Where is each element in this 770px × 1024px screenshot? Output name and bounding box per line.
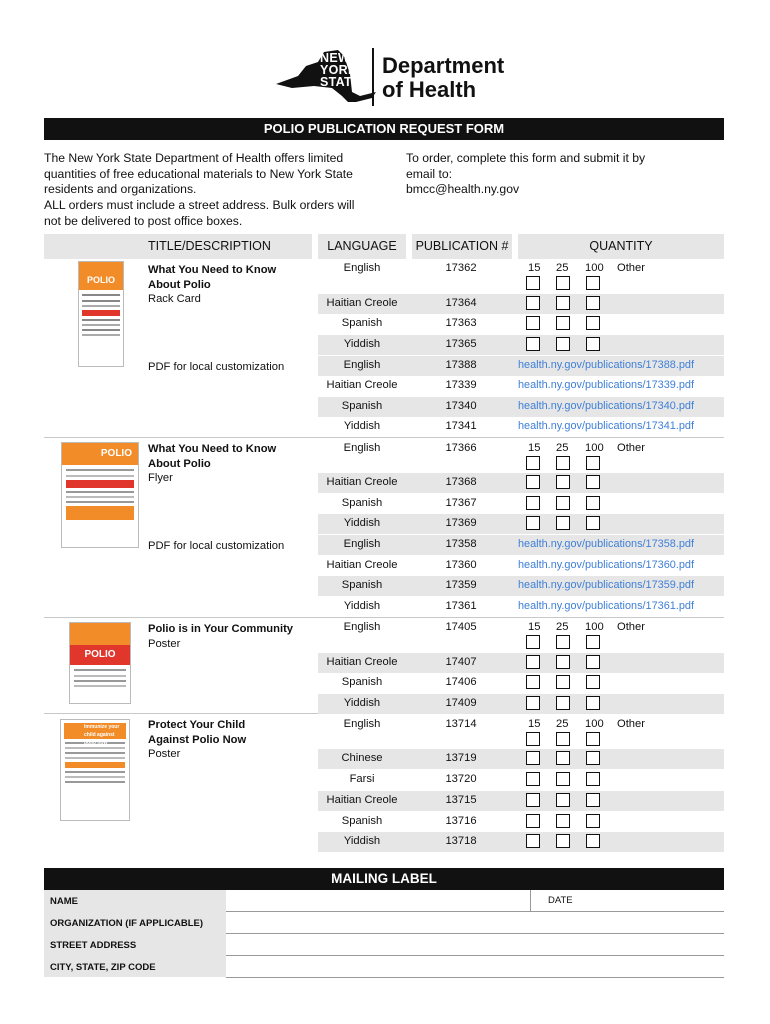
publication-title-text: What You Need to Know About Polio — [148, 443, 277, 470]
pdf-download-link[interactable]: health.ny.gov/publications/17359.pdf — [518, 579, 694, 591]
language-cell: Chinese — [341, 752, 383, 764]
publication-number-cell: 17364 — [445, 297, 477, 309]
language-cell: Haitian Creole — [326, 559, 398, 571]
quantity-checkbox[interactable] — [556, 751, 570, 765]
language-cell: Farsi — [349, 773, 375, 785]
community-poster-thumbnail — [69, 622, 131, 704]
quantity-checkbox[interactable] — [586, 276, 600, 290]
language-cell: Haitian Creole — [326, 794, 398, 806]
language-cell: Yiddish — [343, 697, 381, 709]
quantity-checkbox[interactable] — [586, 337, 600, 351]
quantity-checkbox[interactable] — [586, 834, 600, 848]
quantity-checkbox[interactable] — [556, 296, 570, 310]
mailing-organization-label: ORGANIZATION (IF APPLICABLE) — [50, 918, 204, 929]
publication-title-text: Polio is in Your Community — [148, 623, 294, 635]
language-cell: Yiddish — [343, 338, 381, 350]
publication-number-cell: 17405 — [445, 621, 477, 633]
thumbnail-headline: POLIO — [70, 645, 130, 665]
quantity-label: 100 — [585, 442, 604, 454]
pdf-download-link[interactable]: health.ny.gov/publications/17388.pdf — [518, 359, 694, 371]
order-instruction-line-1: To order, complete this form and submit it by — [406, 151, 646, 165]
mailing-street-field[interactable] — [226, 955, 724, 956]
quantity-label: Other — [617, 262, 645, 274]
order-instruction-line-2: email to: — [406, 166, 453, 181]
quantity-checkbox[interactable] — [556, 655, 570, 669]
mailing-street-label: STREET ADDRESS — [50, 940, 137, 951]
quantity-checkbox[interactable] — [586, 655, 600, 669]
quantity-label: 15 — [528, 621, 541, 633]
publication-number-cell: 17341 — [445, 420, 477, 432]
quantity-checkbox[interactable] — [586, 475, 600, 489]
pdf-download-link[interactable]: health.ny.gov/publications/17358.pdf — [518, 538, 694, 550]
quantity-checkbox[interactable] — [556, 793, 570, 807]
order-instructions — [406, 151, 706, 198]
publication-number-cell: 17368 — [445, 476, 477, 488]
publication-number-cell: 17340 — [445, 400, 477, 412]
quantity-label: 100 — [585, 621, 604, 633]
publication-title — [148, 718, 258, 762]
quantity-checkbox[interactable] — [586, 696, 600, 710]
department-name — [382, 54, 504, 102]
publication-format: Rack Card — [148, 293, 201, 305]
mailing-date-divider — [530, 890, 531, 911]
quantity-label: Other — [617, 621, 645, 633]
quantity-checkbox[interactable] — [556, 456, 570, 470]
quantity-checkbox[interactable] — [586, 635, 600, 649]
quantity-checkbox[interactable] — [586, 751, 600, 765]
nys-doh-logo — [268, 46, 508, 108]
language-cell: Yiddish — [343, 517, 381, 529]
intro-paragraph-2: ALL orders must include a street address. Bulk orders will not be delivered to post office boxes. — [44, 198, 355, 228]
quantity-checkbox[interactable] — [556, 337, 570, 351]
publication-number-cell: 17406 — [445, 676, 477, 688]
language-cell: Spanish — [341, 579, 383, 591]
language-cell: Haitian Creole — [326, 297, 398, 309]
language-cell: English — [343, 359, 381, 371]
quantity-checkbox[interactable] — [586, 732, 600, 746]
section-divider — [44, 437, 724, 438]
logo-word-york: YORK — [320, 63, 358, 77]
quantity-label: 15 — [528, 442, 541, 454]
quantity-label: 25 — [556, 621, 569, 633]
publication-number-cell: 17369 — [445, 517, 477, 529]
quantity-checkbox[interactable] — [556, 475, 570, 489]
quantity-label: 25 — [556, 262, 569, 274]
thumbnail-headline: POLIO — [79, 262, 123, 290]
quantity-label: 25 — [556, 718, 569, 730]
order-email[interactable]: bmcc@health.ny.gov — [406, 182, 520, 196]
language-cell: English — [343, 442, 381, 454]
quantity-checkbox[interactable] — [586, 496, 600, 510]
quantity-checkbox[interactable] — [556, 516, 570, 530]
form-title: POLIO PUBLICATION REQUEST FORM — [44, 118, 724, 140]
quantity-checkbox[interactable] — [526, 475, 540, 489]
pdf-download-link[interactable]: health.ny.gov/publications/17340.pdf — [518, 400, 694, 412]
quantity-checkbox[interactable] — [586, 516, 600, 530]
publication-number-cell: 17409 — [445, 697, 477, 709]
language-cell: English — [343, 621, 381, 633]
quantity-label: 25 — [556, 442, 569, 454]
mailing-label-title: MAILING LABEL — [44, 868, 724, 890]
quantity-checkbox[interactable] — [556, 834, 570, 848]
pdf-download-link[interactable]: health.ny.gov/publications/17339.pdf — [518, 379, 694, 391]
publication-number-cell: 17367 — [445, 497, 477, 509]
quantity-label: 100 — [585, 262, 604, 274]
quantity-checkbox[interactable] — [526, 814, 540, 828]
quantity-checkbox[interactable] — [526, 696, 540, 710]
quantity-checkbox[interactable] — [526, 751, 540, 765]
pdf-download-link[interactable]: health.ny.gov/publications/17360.pdf — [518, 559, 694, 571]
publication-number-cell: 13719 — [445, 752, 477, 764]
quantity-checkbox[interactable] — [586, 793, 600, 807]
quantity-checkbox[interactable] — [526, 635, 540, 649]
publication-number-cell: 17366 — [445, 442, 477, 454]
quantity-checkbox[interactable] — [556, 496, 570, 510]
quantity-label: Other — [617, 718, 645, 730]
quantity-checkbox[interactable] — [526, 296, 540, 310]
quantity-checkbox[interactable] — [586, 296, 600, 310]
section-divider — [44, 617, 724, 618]
intro-paragraph-1: The New York State Department of Health offers limited quantities of free educational materials to New York State residents and organizations. — [44, 151, 353, 196]
publication-number-cell: 17363 — [445, 317, 477, 329]
publication-number-cell: 17365 — [445, 338, 477, 350]
publication-number-cell: 13718 — [445, 835, 477, 847]
publication-number-cell: 17362 — [445, 262, 477, 274]
publication-number-cell: 13720 — [445, 773, 477, 785]
publication-title — [148, 442, 288, 486]
language-cell: Haitian Creole — [326, 656, 398, 668]
quantity-checkbox[interactable] — [526, 276, 540, 290]
mailing-city-label: CITY, STATE, ZIP CODE — [50, 962, 156, 973]
quantity-checkbox[interactable] — [556, 696, 570, 710]
quantity-checkbox[interactable] — [556, 772, 570, 786]
quantity-checkbox[interactable] — [526, 732, 540, 746]
language-cell: Spanish — [341, 317, 383, 329]
publication-title — [148, 622, 298, 651]
quantity-checkbox[interactable] — [586, 772, 600, 786]
language-cell: Yiddish — [343, 835, 381, 847]
publication-title-text: What You Need to Know About Polio — [148, 264, 277, 291]
pdf-customization-label: PDF for local customization — [148, 540, 285, 552]
quantity-checkbox[interactable] — [586, 814, 600, 828]
thumbnail-headline: POLIO — [62, 443, 138, 465]
flyer-thumbnail — [61, 442, 139, 548]
publication-number-cell: 13714 — [445, 718, 477, 730]
publication-format: Poster — [148, 748, 181, 760]
quantity-checkbox[interactable] — [526, 316, 540, 330]
quantity-checkbox[interactable] — [586, 456, 600, 470]
quantity-checkbox[interactable] — [526, 793, 540, 807]
language-cell: Spanish — [341, 497, 383, 509]
quantity-checkbox[interactable] — [526, 772, 540, 786]
pdf-download-link[interactable]: health.ny.gov/publications/17361.pdf — [518, 600, 694, 612]
quantity-checkbox[interactable] — [556, 732, 570, 746]
department-line-1: Department — [382, 53, 505, 78]
language-cell: Yiddish — [343, 600, 381, 612]
logo-divider — [372, 48, 374, 106]
publication-format: Poster — [148, 637, 181, 650]
quantity-checkbox[interactable] — [526, 496, 540, 510]
nys-logo-words — [320, 52, 361, 88]
quantity-checkbox[interactable] — [556, 276, 570, 290]
publication-number-cell: 17359 — [445, 579, 477, 591]
quantity-checkbox[interactable] — [586, 675, 600, 689]
rack-card-thumbnail — [78, 261, 124, 367]
language-cell: Haitian Creole — [326, 379, 398, 391]
column-header-title-label: TITLE/DESCRIPTION — [148, 239, 271, 253]
quantity-checkbox[interactable] — [556, 635, 570, 649]
column-header-publication: PUBLICATION # — [412, 234, 512, 259]
mailing-city-field[interactable] — [226, 977, 724, 978]
mailing-organization-field[interactable] — [226, 933, 724, 934]
language-cell: English — [343, 262, 381, 274]
pdf-customization-label: PDF for local customization — [148, 361, 285, 373]
publication-number-cell: 17388 — [445, 359, 477, 371]
publication-number-cell: 17361 — [445, 600, 477, 612]
mailing-name-label: NAME — [50, 896, 78, 907]
quantity-checkbox[interactable] — [526, 675, 540, 689]
language-cell: English — [343, 718, 381, 730]
language-cell: Haitian Creole — [326, 476, 398, 488]
publication-number-cell: 17360 — [445, 559, 477, 571]
language-cell: Spanish — [341, 815, 383, 827]
column-header-quantity: QUANTITY — [518, 234, 724, 259]
language-cell: Spanish — [341, 400, 383, 412]
quantity-label: 100 — [585, 718, 604, 730]
mailing-date-label: DATE — [548, 895, 573, 906]
publication-number-cell: 17339 — [445, 379, 477, 391]
publication-number-cell: 17358 — [445, 538, 477, 550]
logo-word-state: STATE — [320, 75, 361, 89]
quantity-checkbox[interactable] — [586, 316, 600, 330]
quantity-checkbox[interactable] — [526, 655, 540, 669]
column-header-title — [44, 234, 312, 259]
mailing-name-field[interactable] — [226, 911, 724, 912]
logo-word-new: NEW — [320, 51, 351, 65]
quantity-checkbox[interactable] — [526, 516, 540, 530]
quantity-checkbox[interactable] — [526, 456, 540, 470]
quantity-checkbox[interactable] — [526, 337, 540, 351]
publication-number-cell: 17407 — [445, 656, 477, 668]
publication-number-cell: 13716 — [445, 815, 477, 827]
quantity-label: 15 — [528, 262, 541, 274]
quantity-label: Other — [617, 442, 645, 454]
publication-number-cell: 13715 — [445, 794, 477, 806]
quantity-checkbox[interactable] — [556, 316, 570, 330]
column-header-language: LANGUAGE — [318, 234, 406, 259]
quantity-label: 15 — [528, 718, 541, 730]
publication-title-text: Protect Your Child Against Polio Now — [148, 719, 247, 746]
quantity-checkbox[interactable] — [526, 834, 540, 848]
quantity-checkbox[interactable] — [556, 814, 570, 828]
language-cell: Yiddish — [343, 420, 381, 432]
pdf-download-link[interactable]: health.ny.gov/publications/17341.pdf — [518, 420, 694, 432]
thumbnail-headline: Immunize your child against polio now — [64, 723, 126, 739]
language-cell: English — [343, 538, 381, 550]
department-line-2: of Health — [382, 77, 477, 102]
protect-child-poster-thumbnail — [60, 719, 130, 821]
quantity-checkbox[interactable] — [556, 675, 570, 689]
publication-title — [148, 263, 288, 307]
publication-format: Flyer — [148, 472, 173, 484]
language-cell: Spanish — [341, 676, 383, 688]
